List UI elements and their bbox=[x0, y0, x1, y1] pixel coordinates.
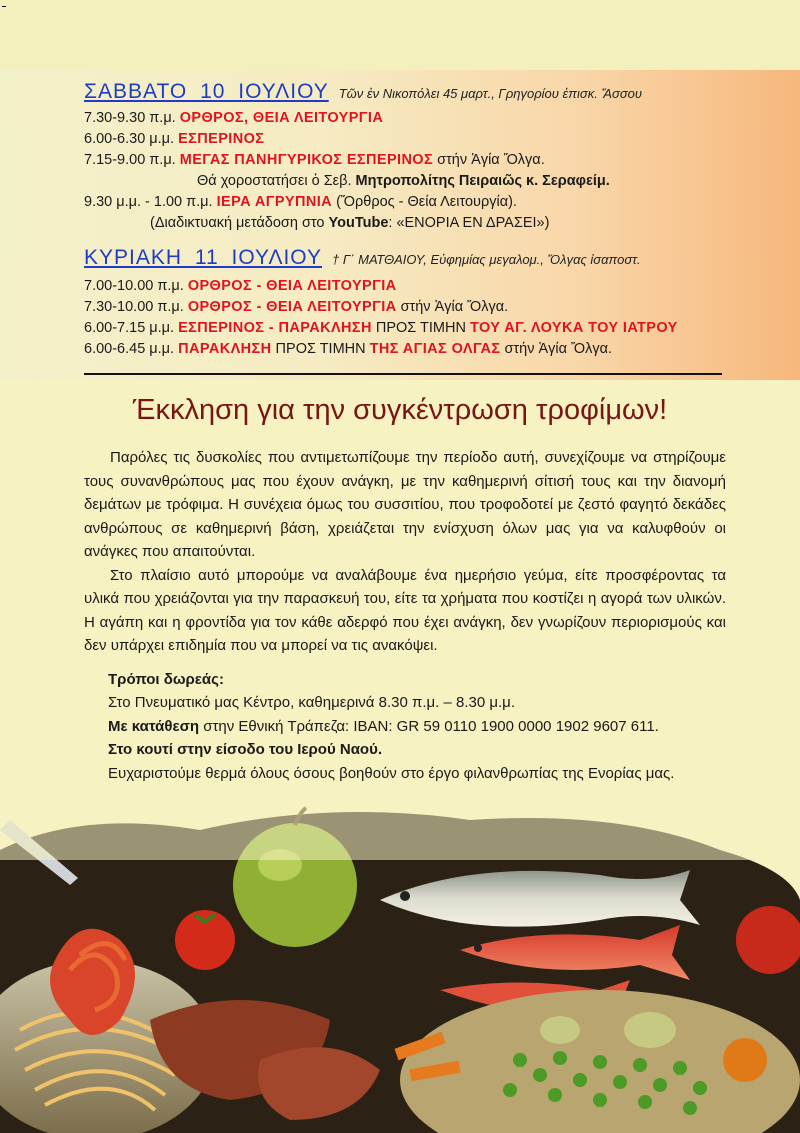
item-time: 6.00-7.15 μ.μ. bbox=[84, 320, 175, 336]
sunday-item-3 bbox=[84, 318, 724, 339]
donation-method-1: Στο Πνευματικό μας Κέντρο, καθημερινά 8.30 π.μ. – 8.30 μ.μ. bbox=[108, 694, 515, 711]
item-time: 7.00-10.00 π.μ. bbox=[84, 278, 184, 294]
saturday-vigil bbox=[84, 192, 724, 213]
presiding-prefix: Θά χοροστατήσει ὁ Σεβ. bbox=[197, 173, 352, 189]
saturday-item-2 bbox=[84, 129, 724, 150]
item-mid: ΠΡΟΣ ΤΙΜΗΝ bbox=[275, 341, 366, 357]
item-place: στήν Ἁγία Ὄλγα. bbox=[437, 152, 545, 168]
saturday-item-3 bbox=[84, 150, 724, 171]
item-time: 7.30-9.30 π.μ. bbox=[84, 110, 176, 126]
item-saint: ΤΟΥ ΑΓ. ΛΟΥΚΑ ΤΟΥ ΙΑΤΡΟΥ bbox=[469, 320, 678, 336]
tomato bbox=[175, 910, 235, 970]
item-saint: ΤΗΣ ΑΓΙΑΣ ΟΛΓΑΣ bbox=[369, 341, 501, 357]
donation-method-2 bbox=[108, 715, 726, 739]
thanks-line: Ευχαριστούμε θερμά όλους όσους βοηθούν στο έργο φιλανθρωπίας της Ενορίας μας. bbox=[108, 764, 675, 782]
stream-platform: YouTube bbox=[328, 215, 389, 231]
appeal-body bbox=[84, 446, 726, 785]
presiding-name: Μητροπολίτης Πειραιῶς κ. Σεραφείμ. bbox=[355, 173, 610, 189]
appeal-title: Έκκληση για την συγκέντρωση τροφίμων! bbox=[132, 394, 668, 426]
top-strip bbox=[0, 0, 800, 70]
item-service: ΟΡΘΡΟΣ, ΘΕΙΑ ΛΕΙΤΟΥΡΓΙΑ bbox=[179, 110, 384, 126]
sunday-header bbox=[84, 246, 724, 270]
item-time: 6.00-6.45 μ.μ. bbox=[84, 341, 175, 357]
corner-mark bbox=[2, 6, 6, 7]
sunday-subtitle: † Γ΄ ΜΑΤΘΑΙΟΥ, Εὐφημίας μεγαλομ., Ὄλγας ἰσαποστ. bbox=[331, 252, 641, 267]
stream-suffix: : «ΕΝΟΡΙΑ ΕΝ ΔΡΑΣΕΙ») bbox=[388, 215, 550, 231]
donation-method-2-bold: Με κατάθεση bbox=[108, 717, 200, 735]
donation-method-3: Στο κουτί στην είσοδο του Ιερού Ναού. bbox=[108, 741, 382, 758]
item-time: 7.30-10.00 π.μ. bbox=[84, 299, 184, 315]
stream-line bbox=[84, 213, 724, 234]
saturday-subtitle: Τῶν ἐν Νικοπόλει 45 μαρτ., Γρηγορίου ἐπισκ. Ἄσσου bbox=[338, 86, 643, 101]
sunday-item-2 bbox=[84, 297, 724, 318]
schedule bbox=[84, 80, 724, 360]
sunday-title: ΚΥΡΙΑΚΗ 11 ΙΟΥΛΙΟΥ bbox=[84, 246, 322, 269]
item-service: ΕΣΠΕΡΙΝΟΣ bbox=[178, 131, 265, 147]
food-illustration bbox=[0, 790, 800, 1133]
item-mid: ΠΡΟΣ ΤΙΜΗΝ bbox=[375, 320, 466, 336]
sunday-item-4 bbox=[84, 339, 724, 360]
stream-prefix: (Διαδικτυακή μετάδοση στο bbox=[150, 215, 325, 231]
divider bbox=[84, 373, 722, 375]
sunday-item-1 bbox=[84, 276, 724, 297]
item-place: στήν Ἁγία Ὄλγα. bbox=[504, 341, 613, 357]
donations-title: Τρόποι δωρεάς: bbox=[108, 670, 224, 688]
item-place: στήν Ἁγία Ὄλγα. bbox=[400, 299, 509, 315]
saturday-header bbox=[84, 80, 724, 104]
appeal-paragraph-2: Στο πλαίσιο αυτό μπορούμε να αναλάβουμε ένα ημερήσιο γεύμα, είτε προσφέροντας τα υλικά που χρειάζονται για την παρασκευή του, είτε τα χρήματα που κοστίζει η αγορά των υλικών. Η αγάπη και η φροντίδα για τον κάθε αδερφό που έχει ανάγκη, δεν γνωρίζουν περιορισμούς και δεν υπάρχει επιδημία που να μπορεί να τις ανακόψει. bbox=[84, 566, 726, 654]
item-time: 7.15-9.00 π.μ. bbox=[84, 152, 176, 168]
item-service: ΠΑΡΑΚΛΗΣΗ bbox=[178, 341, 272, 357]
donation-method-2-text: στην Εθνική Τράπεζα: IBAN: GR 59 0110 1900 0000 1902 9607 611. bbox=[203, 717, 659, 735]
item-time: 6.00-6.30 μ.μ. bbox=[84, 131, 175, 147]
item-note: (Ὄρθρος - Θεία Λειτουργία). bbox=[336, 194, 517, 210]
donations bbox=[84, 668, 726, 786]
appeal-paragraph-1: Παρόλες τις δυσκολίες που αντιμετωπίζουμε την περίοδο αυτή, συνεχίζουμε να στηρίζουμε τους συνανθρώπους μας που έχουν ανάγκη, με την καθημερινή σίτισή τους και την διανομή δεμάτων με τρόφιμα. Η συνέχεια όμως του συσσιτίου, που τροφοδοτεί με ζεστό φαγητό δεκάδες ανθρώπους σε καθημερινή βάση, χρειάζεται την ενίσχυση όλων μας για να καλυφθούν οι ανάγκες που απαιτούνται. bbox=[84, 449, 726, 560]
saturday-title: ΣΑΒΒΑΤΟ 10 ΙΟΥΛΙΟΥ bbox=[84, 80, 329, 103]
item-service: ΙΕΡΑ ΑΓΡΥΠΝΙΑ bbox=[216, 194, 333, 210]
item-service: ΕΣΠΕΡΙΝΟΣ - ΠΑΡΑΚΛΗΣΗ bbox=[178, 320, 372, 336]
item-time: 9.30 μ.μ. - 1.00 π.μ. bbox=[84, 194, 213, 210]
item-service: ΟΡΘΡΟΣ - ΘΕΙΑ ΛΕΙΤΟΥΡΓΙΑ bbox=[187, 299, 397, 315]
presiding-line bbox=[84, 171, 724, 192]
item-service: ΜΕΓΑΣ ΠΑΝΗΓΥΡΙΚΟΣ ΕΣΠΕΡΙΝΟΣ bbox=[179, 152, 434, 168]
item-service: ΟΡΘΡΟΣ - ΘΕΙΑ ΛΕΙΤΟΥΡΓΙΑ bbox=[187, 278, 397, 294]
saturday-item-1 bbox=[84, 108, 724, 129]
